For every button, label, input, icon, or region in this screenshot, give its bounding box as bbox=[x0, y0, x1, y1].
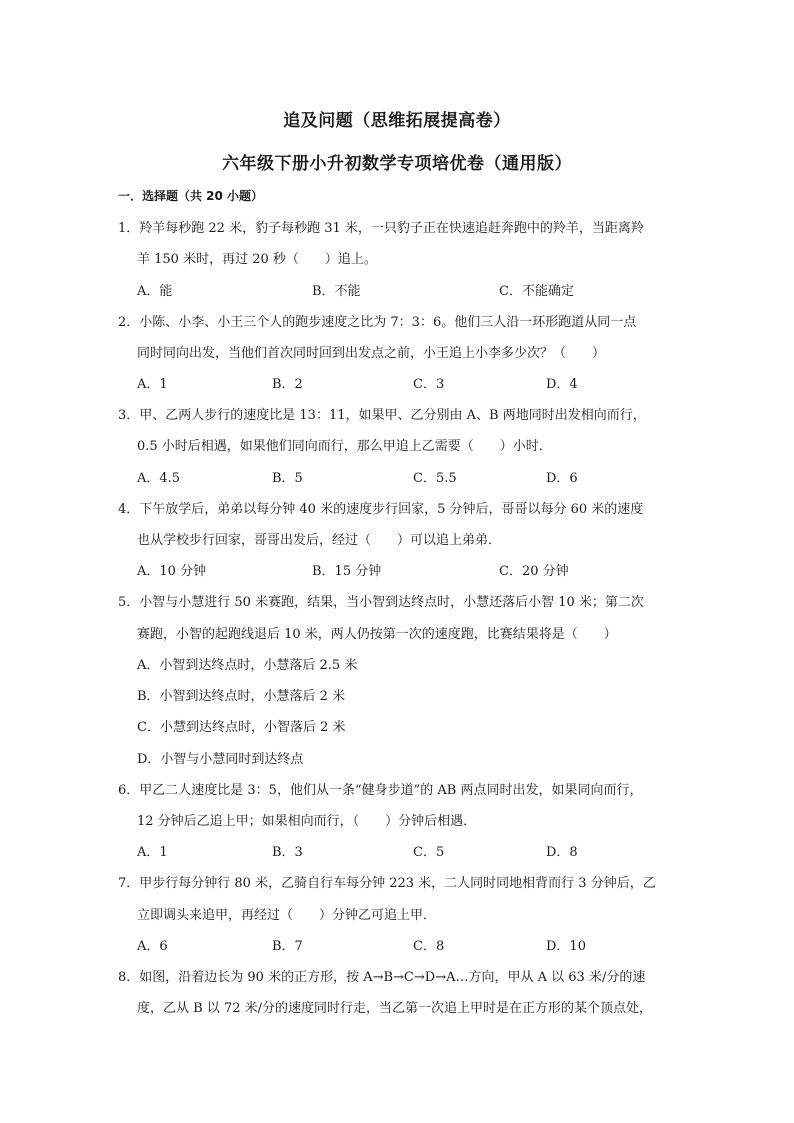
question-6-option-c: C．5 bbox=[413, 845, 445, 860]
question-4-line-2: 也从学校步行回家，哥哥出发后，经过（ ）可以追上弟弟． bbox=[137, 533, 502, 548]
question-2-option-d: D．4 bbox=[546, 377, 578, 392]
question-3-option-c: C．5.5 bbox=[413, 471, 457, 486]
question-8-line-2: 度，乙从 B 以 72 米/分的速度同时行走，当乙第一次追上甲时是在正方形的某个顶点处， bbox=[137, 1001, 653, 1016]
question-5-line-1: 5．小智与小慧进行 50 米赛跑，结果，当小智到达终点时，小慧还落后小智 10 米；第二次 bbox=[118, 595, 644, 610]
question-8-line-1: 8．如图，沿着边长为 90 米的正方形，按 A→B→C→D→A…方向，甲从 A 以 63 米/分的速 bbox=[118, 970, 646, 985]
question-1-option-c: C．不能确定 bbox=[499, 284, 574, 299]
section-heading: 一．选择题（共 20 小题） bbox=[118, 189, 264, 203]
question-1-option-b: B．不能 bbox=[312, 284, 361, 299]
question-2-option-a: A．1 bbox=[137, 377, 168, 392]
question-7-line-2: 立即调头来追甲，再经过（ ）分钟乙可追上甲． bbox=[137, 908, 437, 923]
subtitle: 六年级下册小升初数学专项培优卷（通用版） bbox=[222, 154, 572, 174]
question-7-line-1: 7．甲步行每分钟行 80 米，乙骑自行车每分钟 223 米，二人同时同地相背而行 3 分钟后，乙 bbox=[118, 876, 656, 891]
question-3-line-2: 0.5 小时后相遇，如果他们同向而行，那么甲追上乙需要（ ）小时． bbox=[137, 439, 552, 454]
question-3-option-d: D．6 bbox=[546, 471, 578, 486]
question-1-option-a: A．能 bbox=[137, 284, 173, 299]
question-4-option-b: B．15 分钟 bbox=[312, 564, 382, 579]
question-6-line-1: 6．甲乙二人速度比是 3：5，他们从一条“健身步道”的 AB 两点同时出发，如果同向而行， bbox=[118, 783, 643, 798]
question-7-option-b: B．7 bbox=[272, 939, 303, 954]
question-3-line-1: 3．甲、乙两人步行的速度比是 13：11，如果甲、乙分别由 A、B 两地同时出发相向而行， bbox=[118, 408, 646, 423]
question-6-option-a: A．1 bbox=[137, 845, 168, 860]
question-5-option-a: A．小智到达终点时，小慧落后 2.5 米 bbox=[137, 658, 358, 673]
question-6-option-b: B．3 bbox=[272, 845, 303, 860]
question-4-line-1: 4．下午放学后，弟弟以每分钟 40 米的速度步行回家，5 分钟后，哥哥以每分 60 米的速度 bbox=[118, 502, 644, 517]
question-1-line-1: 1．羚羊每秒跑 22 米，豹子每秒跑 31 米，一只豹子正在快速追赶奔跑中的羚羊，当距离羚 bbox=[118, 221, 644, 236]
question-5-line-2: 赛跑，小智的起跑线退后 10 米，两人仍按第一次的速度跑，比赛结果将是（ ） bbox=[137, 627, 617, 642]
main-title: 追及问题（思维拓展提高卷） bbox=[283, 111, 511, 131]
question-2-line-2: 同时同向出发，当他们首次同时回到出发点之前，小王追上小李多少次？（ ） bbox=[137, 346, 606, 361]
question-3-option-b: B．5 bbox=[272, 471, 303, 486]
question-2-option-c: C．3 bbox=[413, 377, 445, 392]
question-5-option-b: B．小智到达终点时，小慧落后 2 米 bbox=[137, 689, 346, 704]
question-5-option-c: C．小慧到达终点时，小智落后 2 米 bbox=[137, 720, 346, 735]
question-7-option-a: A．6 bbox=[137, 939, 168, 954]
question-3-option-a: A．4.5 bbox=[137, 471, 181, 486]
question-1-line-2: 羊 150 米时，再过 20 秒（ ）追上。 bbox=[137, 252, 377, 267]
question-7-option-d: D．10 bbox=[546, 939, 586, 954]
question-5-option-d: D．小智与小慧同时到达终点 bbox=[137, 752, 304, 767]
question-4-option-c: C．20 分钟 bbox=[499, 564, 569, 579]
question-6-line-2: 12 分钟后乙追上甲；如果相向而行，（ ）分钟后相遇． bbox=[137, 814, 477, 829]
question-2-line-1: 2．小陈、小李、小王三个人的跑步速度之比为 7：3：6。他们三人沿一环形跑道从同一点 bbox=[118, 315, 637, 330]
question-2-option-b: B．2 bbox=[272, 377, 303, 392]
question-7-option-c: C．8 bbox=[413, 939, 445, 954]
question-6-option-d: D．8 bbox=[546, 845, 578, 860]
question-4-option-a: A．10 分钟 bbox=[137, 564, 207, 579]
